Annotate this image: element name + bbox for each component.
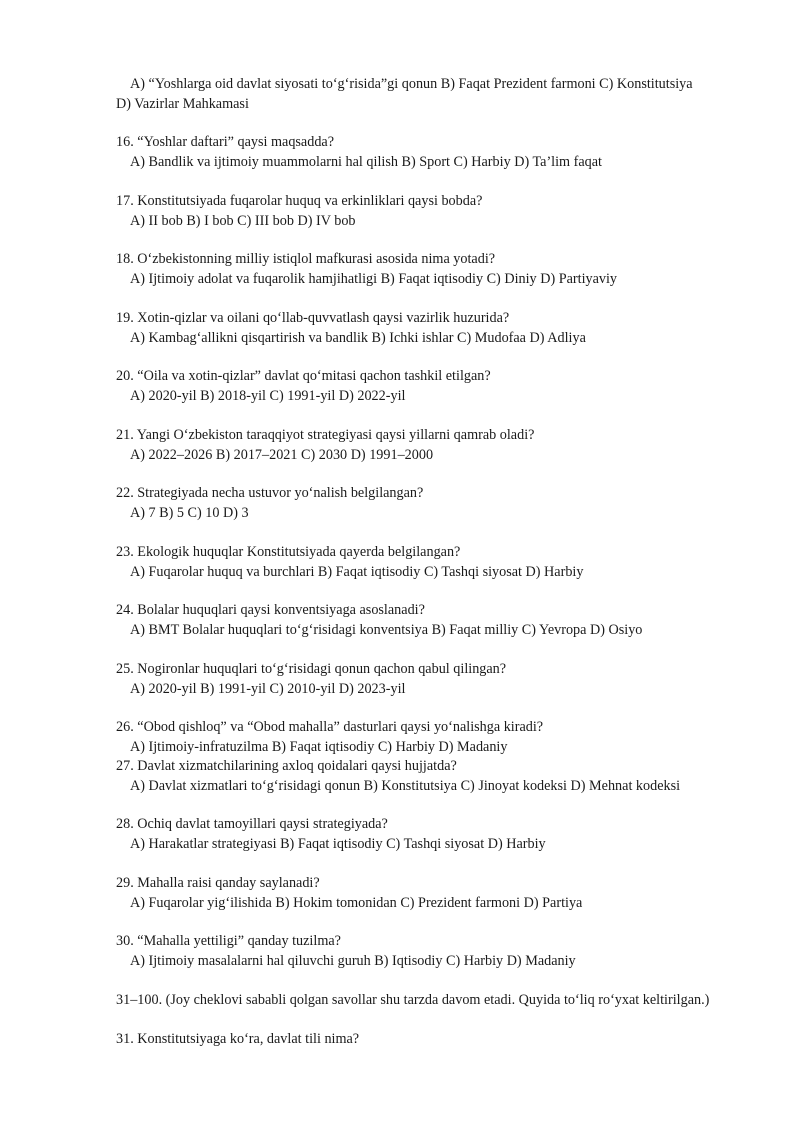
question-text: 17. Konstitutsiyada fuqarolar huquq va erkinliklari qaysi bobda?	[116, 193, 483, 209]
question-23	[116, 543, 756, 582]
question-15-options	[116, 75, 756, 114]
answer-options: A) 7 B) 5 C) 10 D) 3	[130, 504, 249, 521]
question-text: 20. “Oila va xotin-qizlar” davlat qo‘mitasi qachon tashkil etilgan?	[116, 368, 491, 384]
answer-options: A) BMT Bolalar huquqlari to‘g‘risidagi konventsiya B) Faqat milliy C) Yevropa D) Osiyo	[130, 621, 643, 638]
answer-options: A) Kambag‘allikni qisqartirish va bandlik B) Ichki ishlar C) Mudofaa D) Adliya	[130, 329, 586, 346]
question-31	[116, 1030, 756, 1050]
question-text: 18. O‘zbekistonning milliy istiqlol mafkurasi asosida nima yotadi?	[116, 251, 496, 267]
question-text: 22. Strategiyada necha ustuvor yo‘nalish belgilangan?	[116, 485, 424, 501]
answer-options: A) Fuqarolar yig‘ilishida B) Hokim tomonidan C) Prezident farmoni D) Partiya	[130, 894, 583, 911]
answer-options: A) Davlat xizmatlari to‘g‘risidagi qonun B) Konstitutsiya C) Jinoyat kodeksi D) Mehnat kodeksi	[130, 777, 681, 794]
answer-options: A) II bob B) I bob C) III bob D) IV bob	[130, 212, 356, 229]
question-text: 24. Bolalar huquqlari qaysi konventsiyaga asoslanadi?	[116, 602, 425, 618]
answer-options: A) Ijtimoiy-infratuzilma B) Faqat iqtisodiy C) Harbiy D) Madaniy	[130, 738, 508, 755]
question-27	[116, 757, 756, 796]
question-text: 27. Davlat xizmatchilarining axloq qoidalari qaysi hujjatda?	[116, 758, 457, 774]
question-30	[116, 932, 756, 971]
options-line: A) “Yoshlarga oid davlat siyosati to‘g‘risida”gi qonun B) Faqat Prezident farmoni C) Konstitutsiya	[130, 76, 693, 92]
answer-options: A) 2020-yil B) 2018-yil C) 1991-yil D) 2022-yil	[130, 387, 406, 404]
options-line-continued: D) Vazirlar Mahkamasi	[116, 95, 249, 112]
question-text: 23. Ekologik huquqlar Konstitutsiyada qayerda belgilangan?	[116, 544, 461, 560]
question-18	[116, 250, 756, 289]
question-text: 19. Xotin-qizlar va oilani qo‘llab-quvvatlash qaysi vazirlik huzurida?	[116, 310, 510, 326]
answer-options: A) 2022–2026 B) 2017–2021 C) 2030 D) 1991–2000	[130, 446, 434, 463]
question-16	[116, 133, 756, 172]
question-22	[116, 484, 756, 523]
answer-options: A) Bandlik va ijtimoiy muammolarni hal qilish B) Sport C) Harbiy D) Ta’lim faqat	[130, 153, 602, 170]
question-19	[116, 309, 756, 348]
answer-options: A) Ijtimoiy adolat va fuqarolik hamjihatligi B) Faqat iqtisodiy C) Diniy D) Partiyaviy	[130, 270, 618, 287]
answer-options: A) Fuqarolar huquq va burchlari B) Faqat iqtisodiy C) Tashqi siyosat D) Harbiy	[130, 563, 584, 580]
question-24	[116, 601, 756, 640]
question-17	[116, 192, 756, 231]
question-26	[116, 718, 756, 757]
answer-options: A) Ijtimoiy masalalarni hal qiluvchi guruh B) Iqtisodiy C) Harbiy D) Madaniy	[130, 952, 576, 969]
question-25	[116, 660, 756, 699]
question-28	[116, 815, 756, 854]
question-text: 30. “Mahalla yettiligi” qanday tuzilma?	[116, 933, 341, 949]
note-text: 31–100. (Joy cheklovi sababli qolgan savollar shu tarzda davom etadi. Quyida to‘liq ro‘yxat keltirilgan.)	[116, 992, 710, 1008]
answer-options: A) 2020-yil B) 1991-yil C) 2010-yil D) 2023-yil	[130, 680, 406, 697]
question-text: 25. Nogironlar huquqlari to‘g‘risidagi qonun qachon qabul qilingan?	[116, 661, 507, 677]
question-text: 21. Yangi O‘zbekiston taraqqiyot strategiyasi qaysi yillarni qamrab oladi?	[116, 427, 535, 443]
question-29	[116, 874, 756, 913]
continuation-note	[116, 991, 756, 1011]
question-text: 26. “Obod qishloq” va “Obod mahalla” dasturlari qaysi yo‘nalishga kiradi?	[116, 719, 544, 735]
question-text: 31. Konstitutsiyaga ko‘ra, davlat tili nima?	[116, 1031, 360, 1047]
answer-options: A) Harakatlar strategiyasi B) Faqat iqtisodiy C) Tashqi siyosat D) Harbiy	[130, 835, 546, 852]
question-text: 29. Mahalla raisi qanday saylanadi?	[116, 875, 320, 891]
question-20	[116, 367, 756, 406]
question-text: 16. “Yoshlar daftari” qaysi maqsadda?	[116, 134, 335, 150]
question-21	[116, 426, 756, 465]
question-text: 28. Ochiq davlat tamoyillari qaysi strategiyada?	[116, 816, 388, 832]
